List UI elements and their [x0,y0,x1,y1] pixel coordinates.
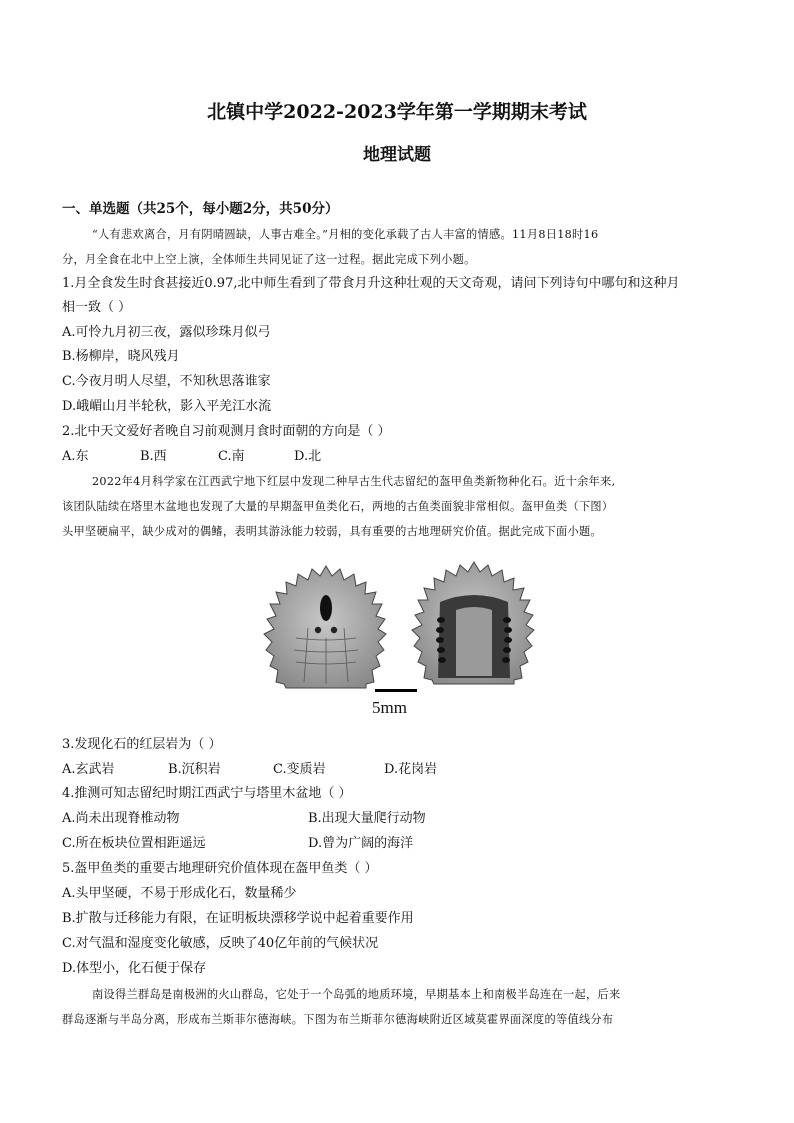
q2-stem: 2.北中天文爱好者晚自习前观测月食时面朝的方向是（ ） [62,424,391,439]
scale-bar [375,689,417,692]
q1-option-b: B.杨柳岸，晓风残月 [62,349,180,364]
q5-stem: 5.盔甲鱼类的重要古地理研究价值体现在盔甲鱼类（ ） [62,861,378,876]
q3-stem: 3.发现化石的红层岩为（ ） [62,737,222,752]
q4-option-a: A.尚未出现脊椎动物 [62,811,180,826]
q3-option-b: B.沉积岩 [168,762,221,777]
q2-option-d: D.北 [294,449,322,464]
q1-stem-line1: 1.月全食发生时食甚接近0.97,北中师生看到了带食月升这种壮观的天文奇观，请问下列诗句中哪句和这种月 [62,276,680,291]
q1-option-d: D.峨嵋山月半轮秋，影入平羌江水流 [62,399,272,414]
q5-option-a: A.头甲坚硬，不易于形成化石，数量稀少 [62,886,297,901]
q3-option-c: C.变质岩 [273,762,326,777]
q5-option-c: C.对气温和湿度变化敏感，反映了40亿年前的气候状况 [62,936,379,951]
q3-option-d: D.花岗岩 [384,762,438,777]
passage1-line2: 分，月全食在北中上空上演，全体师生共同见证了这一过程。据此完成下列小题。 [62,253,476,266]
dorsal-shield-icon [264,566,386,688]
q4-option-d: D.曾为广阔的海洋 [308,836,414,851]
q3-option-a: A.玄武岩 [62,762,115,777]
exam-subtitle: 地理试题 [363,145,431,165]
q4-option-c: C.所在板块位置相距遥远 [62,836,206,851]
passage3-line2: 群岛逐渐与半岛分离，形成布兰斯菲尔德海峡。下图为布兰斯菲尔德海峡附近区域莫霍界面深度的等值线分布 [62,1013,614,1026]
section-heading: 一、单选题（共25个，每小题2分，共50分） [62,201,339,217]
q2-option-c: C.南 [218,449,245,464]
ventral-shield-icon [412,562,534,684]
passage3-line1: 南设得兰群岛是南极洲的火山群岛，它处于一个岛弧的地质环境，早期基本上和南极半岛连在一起，后来 [92,988,621,1001]
q2-option-b: B.西 [140,449,167,464]
passage2-line2: 该团队陆续在塔里木盆地也发现了大量的早期盔甲鱼类化石，两地的古鱼类面貌非常相似。盔甲鱼类（下图） [62,500,614,513]
passage2-line1: 2022年4月科学家在江西武宁地下红层中发现二种早古生代志留纪的盔甲鱼类新物种化石。近十余年来, [92,475,616,488]
q5-option-d: D.体型小，化石便于保存 [62,961,207,976]
q1-option-c: C.今夜月明人尽望，不知秋思落谁家 [62,374,271,389]
q4-option-b: B.出现大量爬行动物 [308,811,426,826]
exam-title: 北镇中学2022-2023学年第一学期期末考试 [207,101,587,123]
q5-option-b: B.扩散与迁移能力有限，在证明板块漂移学说中起着重要作用 [62,911,414,926]
q1-stem-line2: 相一致（ ） [62,300,132,315]
q2-option-a: A.东 [62,449,89,464]
q4-stem: 4.推测可知志留纪时期江西武宁与塔里木盆地（ ） [62,786,352,801]
scale-label: 5mm [372,698,407,717]
passage1-line1: “人有悲欢离合，月有阴晴圆缺，人事古难全。”月相的变化承载了古人丰富的情感。11月8日18时16 [92,228,599,241]
passage2-line3: 头甲坚硬扁平，缺少成对的偶鳍，表明其游泳能力较弱，具有重要的古地理研究价值。据此完成下面小题。 [62,525,602,538]
q1-option-a: A.可怜九月初三夜，露似珍珠月似弓 [62,325,271,340]
